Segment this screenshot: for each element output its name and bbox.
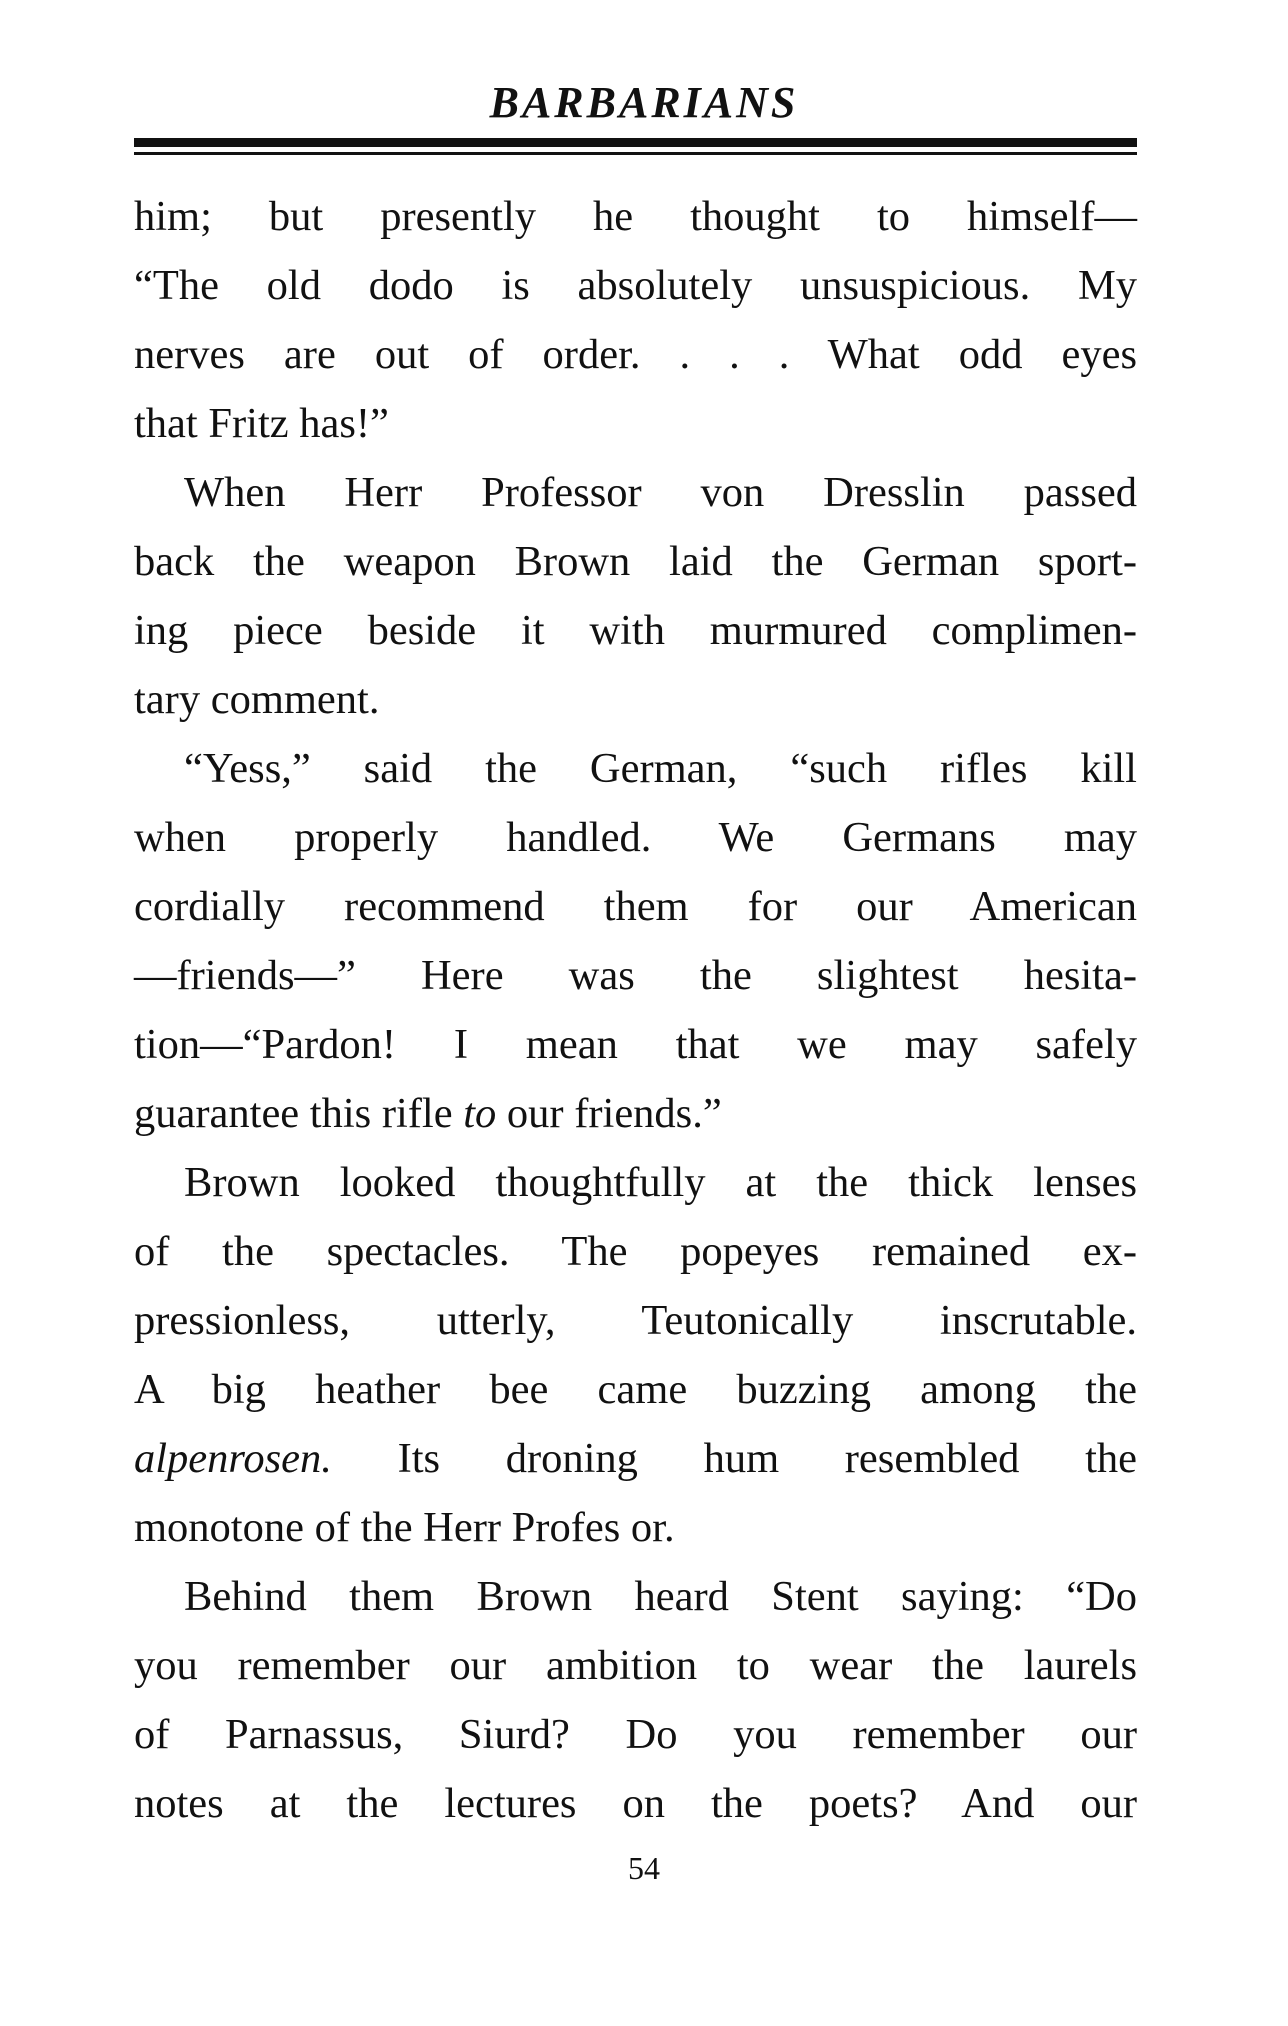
text-line: notes at the lectures on the poets? And our [134, 1780, 1137, 1827]
text-line: “The old dodo is absolutely unsuspicious. My [134, 262, 1137, 309]
text-line: monotone of the Herr Profes or. [134, 1504, 675, 1551]
text-line: back the weapon Brown laid the German sport- [134, 538, 1137, 585]
body-text [134, 182, 1137, 1838]
running-head: BARBARIANS [489, 78, 799, 127]
text-line: cordially recommend them for our American [134, 883, 1137, 930]
page-number: 54 [628, 1850, 660, 1886]
text-line: you remember our ambition to wear the laurels [134, 1642, 1137, 1689]
text-line: of Parnassus, Siurd? Do you remember our [134, 1711, 1137, 1758]
text-line: When Herr Professor von Dresslin passed [184, 469, 1137, 516]
text-line [134, 1079, 1137, 1148]
text-line: him; but presently he thought to himself— [134, 193, 1137, 240]
header-rule-thick [134, 138, 1137, 147]
text-line: tion—“Pardon! I mean that we may safely [134, 1021, 1137, 1068]
italic-run: alpenrosen. [134, 1435, 332, 1482]
text-line: Brown looked thoughtfully at the thick lenses [184, 1159, 1137, 1206]
header-rule-thin [134, 152, 1137, 155]
text-line [134, 1424, 1137, 1493]
text-line: —friends—” Here was the slightest hesita- [134, 952, 1137, 999]
text-line: when properly handled. We Germans may [134, 814, 1137, 861]
text-line: pressionless, utterly, Teutonically inscrutable. [134, 1297, 1137, 1344]
text-run: Its droning hum resembled the [331, 1435, 1137, 1482]
text-line: A big heather bee came buzzing among the [134, 1366, 1137, 1413]
text-run: our friends.” [496, 1090, 722, 1137]
text-line: ing piece beside it with murmured complimen- [134, 607, 1137, 654]
italic-run: to [463, 1090, 497, 1137]
text-line: Behind them Brown heard Stent saying: “Do [184, 1573, 1137, 1620]
text-line: that Fritz has!” [134, 400, 389, 447]
text-line: of the spectacles. The popeyes remained ex- [134, 1228, 1137, 1275]
text-line: nerves are out of order. . . . What odd eyes [134, 331, 1137, 378]
text-run: guarantee this rifle [134, 1090, 464, 1137]
text-line: “Yess,” said the German, “such rifles kill [184, 745, 1137, 792]
text-line: tary comment. [134, 676, 380, 723]
